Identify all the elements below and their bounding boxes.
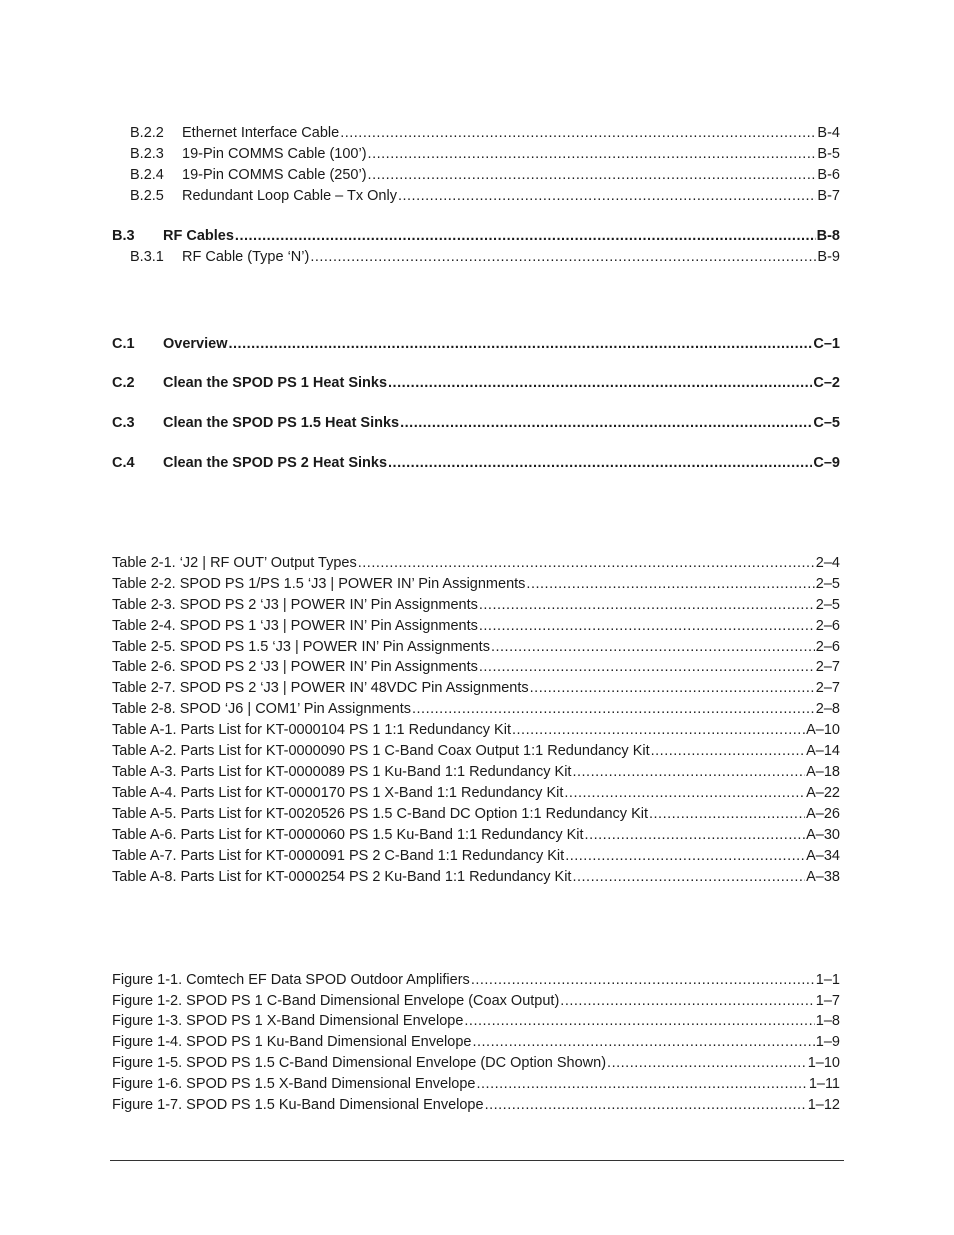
- toc-entry-c2[interactable]: [112, 373, 840, 393]
- table-entry[interactable]: [112, 846, 840, 866]
- entry-page: 2–7: [815, 659, 840, 675]
- toc-number: B.3.1: [130, 249, 164, 265]
- leader-dots: [388, 453, 812, 473]
- toc-title: Overview: [163, 336, 228, 352]
- table-entry[interactable]: [112, 762, 840, 782]
- entry-page: A–38: [806, 869, 840, 885]
- toc-number: C.3: [112, 415, 135, 431]
- entry-page: A–30: [806, 827, 840, 843]
- leader-dots: [358, 553, 815, 573]
- leader-dots: [560, 991, 815, 1011]
- entry-title: Table A-2. Parts List for KT-0000090 PS 1 C-Band Coax Output 1:1 Redundancy Kit: [112, 743, 650, 759]
- figure-entry[interactable]: [112, 1053, 840, 1073]
- leader-dots: [388, 373, 812, 393]
- entry-title: Table 2-1. ‘J2 | RF OUT’ Output Types: [112, 555, 357, 571]
- entry-title: Table 2-8. SPOD ‘J6 | COM1’ Pin Assignments: [112, 701, 411, 717]
- entry-title: Table 2-6. SPOD PS 2 ‘J3 | POWER IN’ Pin Assignments: [112, 659, 478, 675]
- table-entry[interactable]: [112, 595, 840, 615]
- entry-page: A–10: [806, 722, 840, 738]
- leader-dots: [572, 867, 805, 887]
- entry-title: Figure 1-6. SPOD PS 1.5 X-Band Dimensional Envelope: [112, 1076, 476, 1092]
- toc-page: C–9: [813, 455, 840, 471]
- toc-number: B.2.4: [130, 167, 164, 183]
- leader-dots: [412, 699, 815, 719]
- toc-entry-b31[interactable]: [130, 247, 840, 267]
- figure-entry[interactable]: [112, 970, 840, 990]
- table-entry[interactable]: [112, 657, 840, 677]
- toc-title: 19-Pin COMMS Cable (250’): [182, 167, 367, 183]
- toc-entry-b3[interactable]: [112, 226, 840, 246]
- entry-title: Figure 1-5. SPOD PS 1.5 C-Band Dimensional Envelope (DC Option Shown): [112, 1055, 607, 1071]
- entry-page: 1–10: [807, 1055, 840, 1071]
- toc-number: C.4: [112, 455, 135, 471]
- toc-page: B-7: [817, 188, 840, 204]
- leader-dots: [607, 1053, 807, 1073]
- toc-page: B-4: [817, 125, 840, 141]
- leader-dots: [368, 165, 817, 185]
- leader-dots: [572, 762, 805, 782]
- toc-number: B.3: [112, 228, 135, 244]
- leader-dots: [398, 186, 816, 206]
- figure-entry[interactable]: [112, 1095, 840, 1115]
- entry-page: 2–5: [815, 597, 840, 613]
- leader-dots: [649, 804, 805, 824]
- entry-title: Figure 1-3. SPOD PS 1 X-Band Dimensional Envelope: [112, 1013, 464, 1029]
- leader-dots: [485, 1095, 807, 1115]
- toc-page: C–1: [813, 336, 840, 352]
- toc-title: Clean the SPOD PS 2 Heat Sinks: [163, 455, 388, 471]
- table-entry[interactable]: [112, 804, 840, 824]
- toc-number: C.2: [112, 375, 135, 391]
- entry-page: A–34: [806, 848, 840, 864]
- toc-entry-c3[interactable]: [112, 413, 840, 433]
- entry-title: Table A-1. Parts List for KT-0000104 PS 1 1:1 Redundancy Kit: [112, 722, 511, 738]
- toc-title: Ethernet Interface Cable: [182, 125, 340, 141]
- entry-title: Table A-8. Parts List for KT-0000254 PS 2 Ku-Band 1:1 Redundancy Kit: [112, 869, 572, 885]
- toc-entry-c4[interactable]: [112, 453, 840, 473]
- entry-page: A–22: [806, 785, 840, 801]
- toc-number: B.2.3: [130, 146, 164, 162]
- leader-dots: [565, 846, 805, 866]
- toc-page: B-9: [817, 249, 840, 265]
- entry-page: 2–7: [815, 680, 840, 696]
- leader-dots: [464, 1011, 814, 1031]
- toc-entry-b25[interactable]: [130, 186, 840, 206]
- figure-entry[interactable]: [112, 1032, 840, 1052]
- leader-dots: [479, 595, 815, 615]
- leader-dots: [229, 334, 813, 354]
- entry-title: Figure 1-7. SPOD PS 1.5 Ku-Band Dimensional Envelope: [112, 1097, 484, 1113]
- leader-dots: [526, 574, 814, 594]
- toc-page: B-6: [817, 167, 840, 183]
- entry-page: 2–4: [815, 555, 840, 571]
- entry-title: Table 2-4. SPOD PS 1 ‘J3 | POWER IN’ Pin Assignments: [112, 618, 478, 634]
- table-entry[interactable]: [112, 783, 840, 803]
- leader-dots: [479, 616, 815, 636]
- table-entry[interactable]: [112, 720, 840, 740]
- leader-dots: [651, 741, 806, 761]
- entry-page: 1–8: [815, 1013, 840, 1029]
- leader-dots: [585, 825, 806, 845]
- toc-page: B-8: [816, 228, 840, 244]
- leader-dots: [235, 226, 816, 246]
- table-entry[interactable]: [112, 553, 840, 573]
- entry-page: 1–1: [815, 972, 840, 988]
- leader-dots: [310, 247, 816, 267]
- toc-title: Redundant Loop Cable – Tx Only: [182, 188, 397, 204]
- toc-entry-c1[interactable]: [112, 334, 840, 354]
- entry-title: Table 2-7. SPOD PS 2 ‘J3 | POWER IN’ 48VDC Pin Assignments: [112, 680, 529, 696]
- toc-title: 19-Pin COMMS Cable (100’): [182, 146, 367, 162]
- toc-title: Clean the SPOD PS 1.5 Heat Sinks: [163, 415, 400, 431]
- entry-title: Figure 1-2. SPOD PS 1 C-Band Dimensional Envelope (Coax Output): [112, 993, 560, 1009]
- toc-title: RF Cables: [163, 228, 234, 244]
- toc-number: B.2.5: [130, 188, 164, 204]
- entry-page: 1–11: [808, 1076, 840, 1092]
- entry-page: A–14: [806, 743, 840, 759]
- entry-title: Table A-7. Parts List for KT-0000091 PS 2 C-Band 1:1 Redundancy Kit: [112, 848, 565, 864]
- entry-page: 2–6: [815, 618, 840, 634]
- entry-title: Table 2-5. SPOD PS 1.5 ‘J3 | POWER IN’ Pin Assignments: [112, 639, 490, 655]
- toc-title: RF Cable (Type ‘N’): [182, 249, 310, 265]
- toc-entry-b24[interactable]: [130, 165, 840, 185]
- table-entry[interactable]: [112, 574, 840, 594]
- entry-title: Figure 1-4. SPOD PS 1 Ku-Band Dimensional Envelope: [112, 1034, 472, 1050]
- leader-dots: [400, 413, 812, 433]
- entry-page: 1–12: [807, 1097, 840, 1113]
- leader-dots: [472, 1032, 814, 1052]
- entry-page: 1–7: [815, 993, 840, 1009]
- toc-number: C.1: [112, 336, 135, 352]
- entry-page: 2–6: [815, 639, 840, 655]
- entry-page: 1–9: [815, 1034, 840, 1050]
- toc-page: C–2: [813, 375, 840, 391]
- table-entry[interactable]: [112, 616, 840, 636]
- leader-dots: [471, 970, 815, 990]
- figure-entry[interactable]: [112, 991, 840, 1011]
- leader-dots: [368, 144, 817, 164]
- table-entry[interactable]: [112, 741, 840, 761]
- entry-title: Table A-5. Parts List for KT-0020526 PS 1.5 C-Band DC Option 1:1 Redundancy Kit: [112, 806, 648, 822]
- toc-number: B.2.2: [130, 125, 164, 141]
- leader-dots: [477, 1074, 808, 1094]
- leader-dots: [491, 637, 815, 657]
- table-entry[interactable]: [112, 637, 840, 657]
- toc-page: C–5: [813, 415, 840, 431]
- toc-page: B-5: [817, 146, 840, 162]
- entry-page: A–26: [806, 806, 840, 822]
- footer-divider: [110, 1160, 844, 1161]
- leader-dots: [479, 657, 815, 677]
- entry-title: Table 2-2. SPOD PS 1/PS 1.5 ‘J3 | POWER IN’ Pin Assignments: [112, 576, 526, 592]
- entry-title: Table 2-3. SPOD PS 2 ‘J3 | POWER IN’ Pin Assignments: [112, 597, 478, 613]
- table-entry[interactable]: [112, 699, 840, 719]
- entry-page: 2–5: [815, 576, 840, 592]
- leader-dots: [530, 678, 815, 698]
- entry-title: Figure 1-1. Comtech EF Data SPOD Outdoor Amplifiers: [112, 972, 470, 988]
- table-entry[interactable]: [112, 867, 840, 887]
- entry-title: Table A-6. Parts List for KT-0000060 PS 1.5 Ku-Band 1:1 Redundancy Kit: [112, 827, 584, 843]
- entry-page: 2–8: [815, 701, 840, 717]
- leader-dots: [512, 720, 805, 740]
- toc-entry-b23[interactable]: [130, 144, 840, 164]
- figure-entry[interactable]: [112, 1074, 840, 1094]
- table-entry[interactable]: [112, 825, 840, 845]
- leader-dots: [340, 123, 816, 143]
- table-entry[interactable]: [112, 678, 840, 698]
- leader-dots: [564, 783, 805, 803]
- entry-title: Table A-3. Parts List for KT-0000089 PS 1 Ku-Band 1:1 Redundancy Kit: [112, 764, 572, 780]
- toc-title: Clean the SPOD PS 1 Heat Sinks: [163, 375, 388, 391]
- figure-entry[interactable]: [112, 1011, 840, 1031]
- entry-title: Table A-4. Parts List for KT-0000170 PS 1 X-Band 1:1 Redundancy Kit: [112, 785, 564, 801]
- entry-page: A–18: [806, 764, 840, 780]
- toc-entry-b22[interactable]: [130, 123, 840, 143]
